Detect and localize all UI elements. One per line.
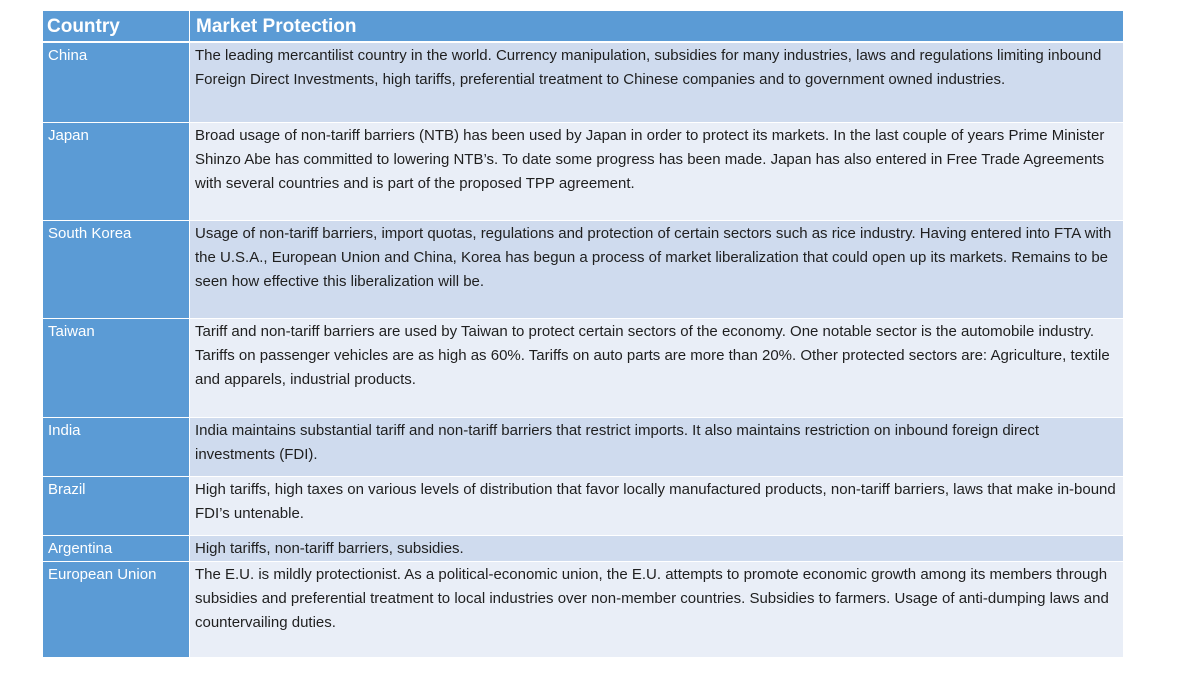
table-row-india: [43, 418, 1123, 477]
header-row: [43, 11, 1123, 43]
table-row-taiwan: [43, 319, 1123, 418]
table-row-argentina: [43, 536, 1123, 562]
table-row-japan: [43, 123, 1123, 221]
country-cell: Taiwan: [43, 319, 189, 418]
country-cell: China: [43, 43, 189, 123]
country-cell: European Union: [43, 562, 189, 658]
protection-cell: Broad usage of non-tariff barriers (NTB) has been used by Japan in order to protect its markets. In the last couple of years Prime Minister Shinzo Abe has committed to lowering NTB’s. To date some progress has been made. Japan has also entered in Free Trade Agreements with several countries and is part of the proposed TPP agreement.: [189, 123, 1123, 221]
protection-cell: India maintains substantial tariff and non-tariff barriers that restrict imports. It also maintains restriction on inbound foreign direct investments (FDI).: [189, 418, 1123, 477]
protection-cell: Usage of non-tariff barriers, import quotas, regulations and protection of certain sectors such as rice industry. Having entered into FTA with the U.S.A., European Union and China, Korea has begun a process of market liberalization that could open up its markets. Remains to be seen how effective this liberalization will be.: [189, 221, 1123, 319]
country-cell: Japan: [43, 123, 189, 221]
market-protection-table: [43, 11, 1123, 658]
country-cell: India: [43, 418, 189, 477]
country-cell: Brazil: [43, 477, 189, 536]
protection-cell: High tariffs, high taxes on various levels of distribution that favor locally manufactured products, non-tariff barriers, laws that make in-bound FDI’s untenable.: [189, 477, 1123, 536]
protection-cell: Tariff and non-tariff barriers are used by Taiwan to protect certain sectors of the economy. One notable sector is the automobile industry. Tariffs on passenger vehicles are as high as 60%. Tariffs on auto parts are more than 20%. Other protected sectors are: Agriculture, textile and apparels, industrial products.: [189, 319, 1123, 418]
protection-cell: High tariffs, non-tariff barriers, subsidies.: [189, 536, 1123, 562]
protection-cell: The E.U. is mildly protectionist. As a political-economic union, the E.U. attempts to promote economic growth among its members through subsidies and preferential treatment to local industries over non-member countries. Subsidies to farmers. Usage of anti-dumping laws and countervailing duties.: [189, 562, 1123, 658]
table-row-south-korea: [43, 221, 1123, 319]
table-row-european-union: [43, 562, 1123, 658]
table-row-brazil: [43, 477, 1123, 536]
table-row-china: [43, 43, 1123, 123]
country-cell: Argentina: [43, 536, 189, 562]
header-country: Country: [43, 11, 189, 43]
country-cell: South Korea: [43, 221, 189, 319]
protection-cell: The leading mercantilist country in the world. Currency manipulation, subsidies for many industries, laws and regulations limiting inbound Foreign Direct Investments, high tariffs, preferential treatment to Chinese companies and to government owned industries.: [189, 43, 1123, 123]
header-market-protection: Market Protection: [189, 11, 1123, 43]
